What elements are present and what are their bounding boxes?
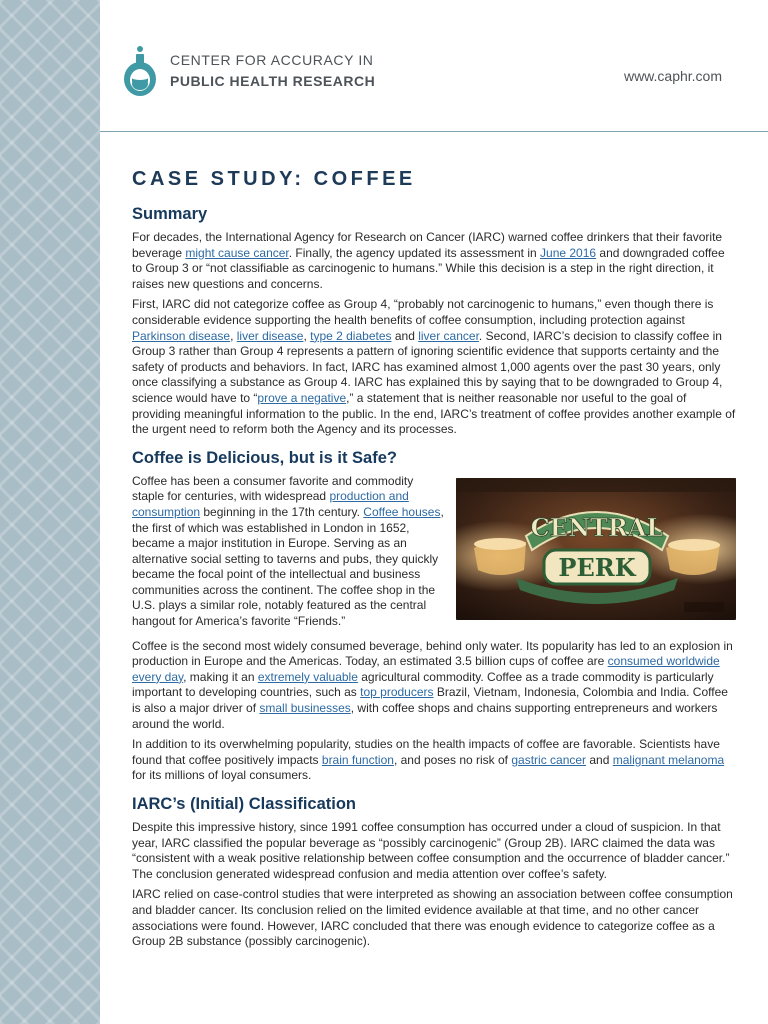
safety-heading: Coffee is Delicious, but is it Safe? (132, 448, 397, 467)
text-run: , and poses no risk of (393, 752, 512, 767)
inline-link[interactable]: extremely valuable (257, 669, 358, 684)
decorative-sidebar (0, 0, 100, 1024)
iarc-paragraph-2 (132, 887, 736, 949)
text-run: IARC relied on case-control studies that were interpreted as showing an association between coffee consumption and bladder cancer. Its conclusion relied on the limited evidence available at that time, and no other cancer associations were found. However, IARC concluded that there was enough evidence to categorize coffee as a Group 2B substance (possibly carcinogenic). (132, 887, 733, 949)
central-perk-sign-image (456, 478, 736, 620)
central-perk-photo (456, 478, 736, 620)
page-title: CASE STUDY: COFFEE (132, 168, 416, 190)
text-run: , making it an (183, 669, 258, 684)
org-name-line2: PUBLIC HEALTH RESEARCH (170, 73, 376, 89)
org-name-line1: CENTER FOR ACCURACY IN (170, 52, 374, 68)
text-run: Despite this impressive history, since 1991 coffee consumption has occurred under a cloud of suspicion. In that year, IARC classified the popular beverage as “possibly carcinogenic” (Group 2B). IARC claimed the data was “consistent with a weak positive relationship between coffee consumption and the occurrence of bladder cancer.” The conclusion generated widespread confusion and media attention over coffee’s safety. (132, 820, 730, 881)
summary-paragraph-2 (132, 297, 736, 437)
inline-link[interactable]: might cause cancer (185, 245, 289, 260)
text-run: . Second, IARC’s decision to classify coffee in Group 3 rather than Group 4 represents a pattern of ignoring scientific evidence that supports certainty and the safety of products and behaviors. In fact, IARC has examined almost 1,000 agents over the past 30 years, only once classifying a substance as Group 4. IARC has explained this by saying that to be downgraded to Group 4, science would have to “ (132, 328, 723, 405)
text-run: ,” a statement that is neither reasonable nor useful to the goal of providing meaningful information to the public. In the end, IARC’s treatment of coffee provides another example of the urgent need to reform both the Agency and its processes. (132, 390, 736, 437)
iarc-paragraph-1 (132, 820, 736, 882)
summary-heading: Summary (132, 205, 208, 223)
safety-paragraph-3 (132, 737, 736, 784)
inline-link[interactable]: small businesses (259, 701, 351, 716)
inline-link[interactable]: June 2016 (540, 245, 597, 260)
text-run: , the first of which was established in London in 1652, became a major institution in Europe. Serving as an alternative social setting to taverns and pubs, they quickly became the focal point of the intellectual and business communities across the continent. The coffee shop in the U.S. plays a similar role, notably featured as the central hangout for America’s favorite “Friends.” (132, 504, 444, 629)
text-run: First, IARC did not categorize coffee as Group 4, “probably not carcinogenic to humans,” even though there is considerable evidence supporting the health benefits of coffee consumption, including protection against (132, 297, 714, 327)
text-run: Brazil, Vietnam, Indonesia, Colombia and India. Coffee is also a major driver of (132, 685, 728, 716)
text-run: , with coffee shops and chains supporting entrepreneurs and workers around the world. (132, 701, 718, 731)
text-run: In addition to its overwhelming popularity, studies on the health impacts of coffee are favorable. Scientists have found that coffee positively impacts (132, 737, 720, 767)
iarc-heading: IARC’s (Initial) Classification (132, 795, 357, 813)
text-run: for its millions of loyal consumers. (132, 768, 312, 783)
text-run: and downgraded coffee to Group 3 or “not classifiable as carcinogenic to humans.” While this decision is a step in the right direction, it raises new questions and concerns. (132, 245, 725, 291)
sign-perk-text: PERK (558, 552, 636, 582)
inline-link[interactable]: Parkinson disease (132, 328, 231, 343)
summary-paragraph-1 (132, 230, 736, 292)
sign-central-text: CENTRAL (530, 512, 664, 542)
org-logo[interactable] (120, 44, 375, 98)
inline-link[interactable]: liver cancer (418, 328, 479, 343)
inline-link[interactable]: liver disease (236, 328, 304, 343)
inline-link[interactable]: consumed worldwide every day (132, 654, 720, 684)
main-content (132, 168, 736, 955)
flask-logo-icon (120, 44, 160, 98)
inline-link[interactable]: top producers (360, 685, 434, 700)
inline-link[interactable]: malignant melanoma (612, 752, 725, 767)
text-run: For decades, the International Agency for Research on Cancer (IARC) warned coffee drinkers that their favorite beverage (132, 230, 723, 260)
header-divider (100, 131, 768, 132)
website-url[interactable]: www.caphr.com (623, 68, 722, 84)
text-run: beginning in the 17th century. (200, 504, 364, 519)
inline-link[interactable]: prove a negative (257, 390, 347, 405)
safety-paragraph-2 (132, 639, 736, 733)
inline-link[interactable]: brain function (321, 752, 394, 767)
inline-link[interactable]: production and consumption (132, 489, 409, 519)
text-run: Coffee is the second most widely consumed beverage, behind only water. Its popularity has led to an explosion in production in Europe and the Americas. Today, an estimated 3.5 billion cups of coffee are (132, 638, 733, 669)
inline-link[interactable]: gastric cancer (511, 752, 587, 767)
text-run: , (230, 328, 237, 343)
text-run: and (586, 752, 613, 767)
text-run: , (303, 328, 311, 343)
text-run: and (391, 328, 419, 343)
text-run: . Finally, the agency updated its assessment in (288, 245, 541, 260)
text-run: agricultural commodity. Coffee as a trade commodity is particularly important to developing countries, such as (132, 669, 714, 700)
inline-link[interactable]: Coffee houses (363, 504, 441, 519)
text-run: Coffee has been a consumer favorite and commodity staple for centuries, with widespread (132, 473, 414, 504)
inline-link[interactable]: type 2 diabetes (310, 328, 392, 343)
